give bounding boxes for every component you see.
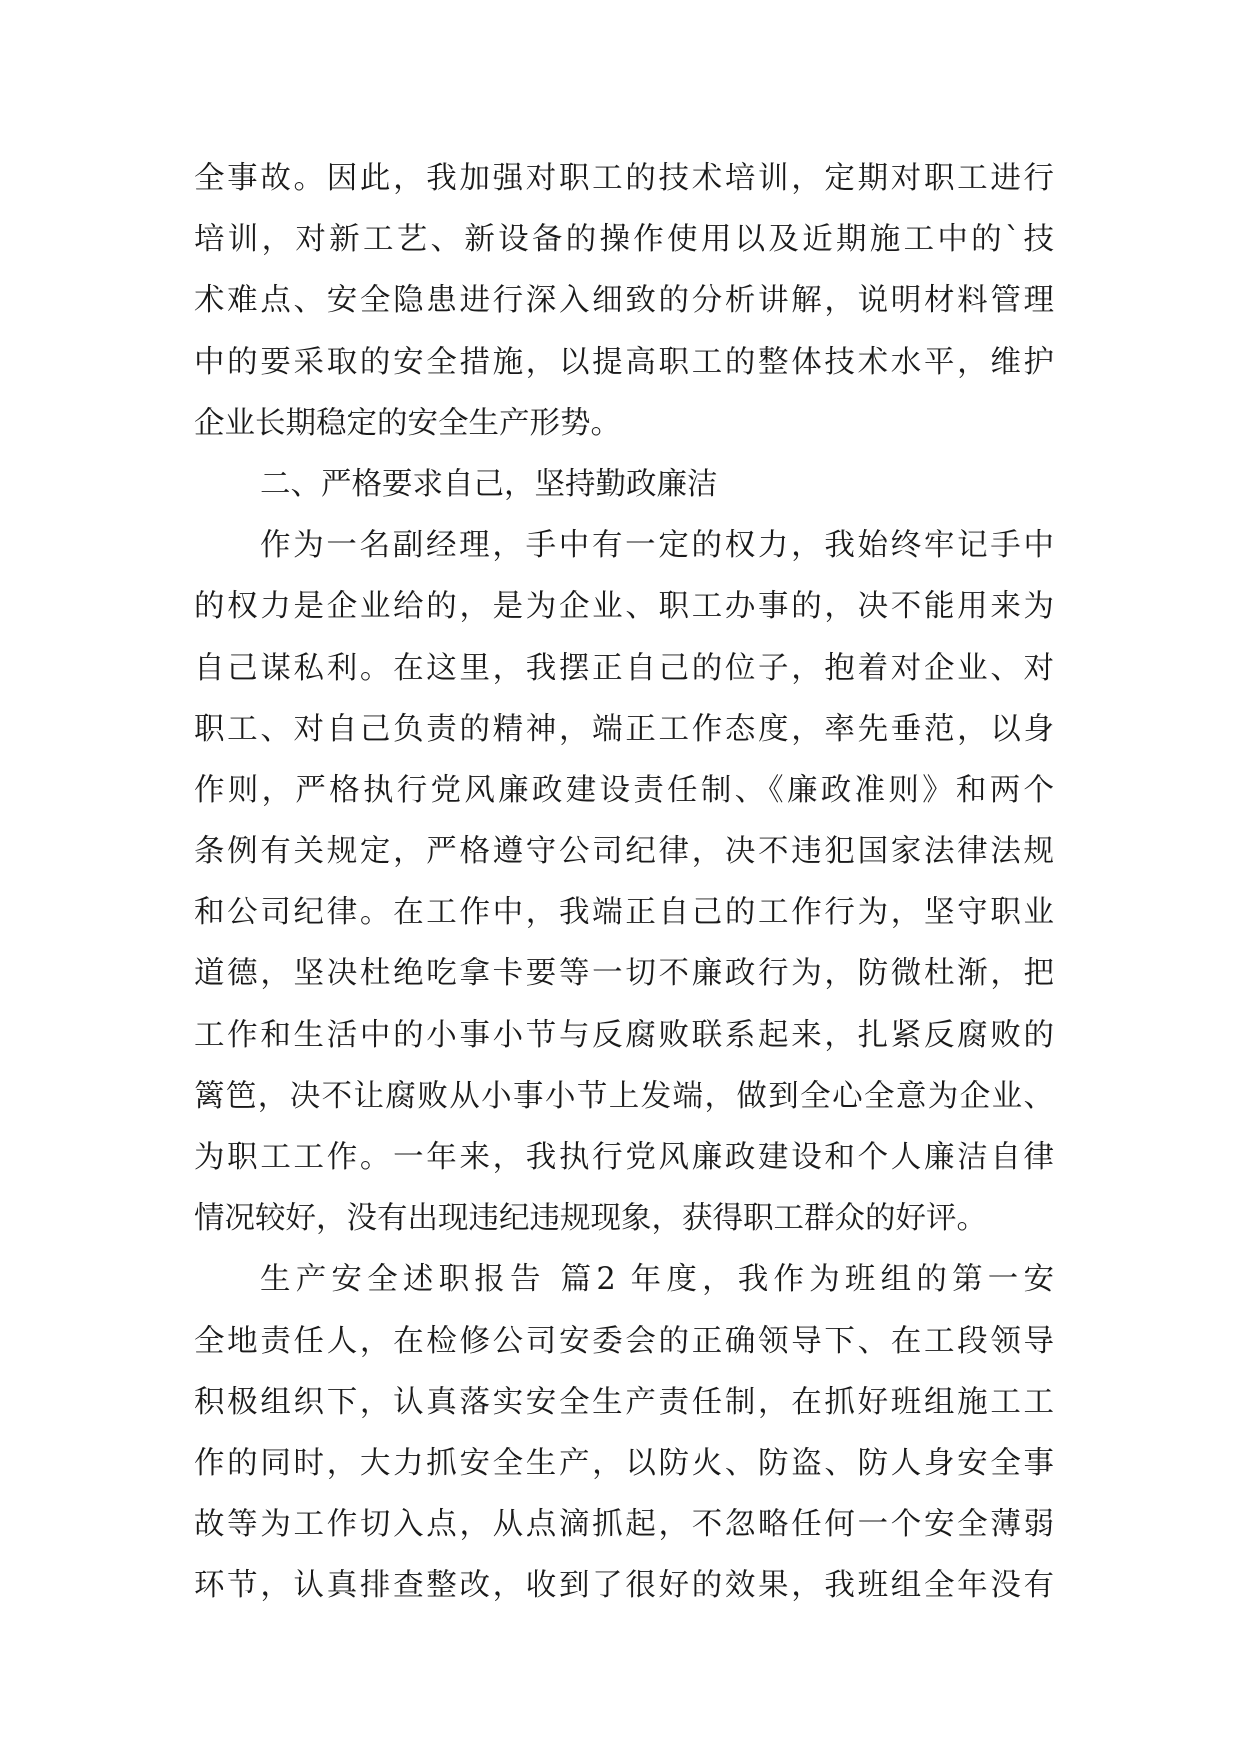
text-line: 作为一名副经理，手中有一定的权力，我始终牢记手中 — [260, 528, 1054, 564]
text-line: 培训，对新工艺、新设备的操作使用以及近期施工中的`技 — [194, 222, 1054, 258]
text-line: 职工、对自己负责的精神，端正工作态度，率先垂范，以身 — [194, 711, 1054, 747]
text-line: 为职工工作。一年来，我执行党风廉政建设和个人廉洁自律 — [194, 1140, 1054, 1175]
text-line: 环节，认真排查整改，收到了很好的效果，我班组全年没有 — [194, 1568, 1054, 1604]
text-line: 全地责任人，在检修公司安委会的正确领导下、在工段领导 — [194, 1323, 1054, 1359]
text-line: 作的同时，大力抓安全生产，以防火、防盗、防人身安全事 — [194, 1445, 1054, 1481]
text-line: 篱笆，决不让腐败从小事小节上发端，做到全心全意为企业、 — [194, 1078, 1054, 1114]
text-line: 和公司纪律。在工作中，我端正自己的工作行为，坚守职业 — [194, 895, 1054, 931]
text-line: 情况较好，没有出现违纪违规现象，获得职工群众的好评。 — [194, 1201, 987, 1237]
text-line: 作则，严格执行党风廉政建设责任制、《廉政准则》和两个 — [194, 772, 1054, 808]
text-line: 故等为工作切入点，从点滴抓起，不忽略任何一个安全薄弱 — [194, 1507, 1054, 1543]
text-line: 条例有关规定，严格遵守公司纪律，决不违犯国家法律法规 — [194, 834, 1054, 870]
text-line: 全事故。因此，我加强对职工的技术培训，定期对职工进行 — [194, 161, 1054, 196]
text-line: 道德，坚决杜绝吃拿卡要等一切不廉政行为，防微杜渐，把 — [194, 956, 1054, 992]
text-line: 企业长期稳定的安全生产形势。 — [194, 405, 621, 441]
text-line: 的权力是企业给的，是为企业、职工办事的，决不能用来为 — [194, 589, 1054, 625]
section-heading: 二、严格要求自己，坚持勤政廉洁 — [260, 466, 718, 502]
text-line: 中的要采取的安全措施，以提高职工的整体技术水平，维护 — [194, 344, 1054, 380]
text-line: 自己谋私利。在这里，我摆正自己的位子，抱着对企业、对 — [194, 650, 1054, 686]
text-line: 术难点、安全隐患进行深入细致的分析讲解，说明材料管理 — [194, 283, 1054, 319]
text-line: 工作和生活中的小事小节与反腐败联系起来，扎紧反腐败的 — [194, 1017, 1054, 1053]
report-section-start: 生产安全述职报告 篇2 年度，我作为班组的第一安 — [260, 1262, 1054, 1298]
text-line: 积极组织下，认真落实安全生产责任制，在抓好班组施工工 — [194, 1384, 1054, 1420]
body-text — [194, 148, 1054, 1617]
